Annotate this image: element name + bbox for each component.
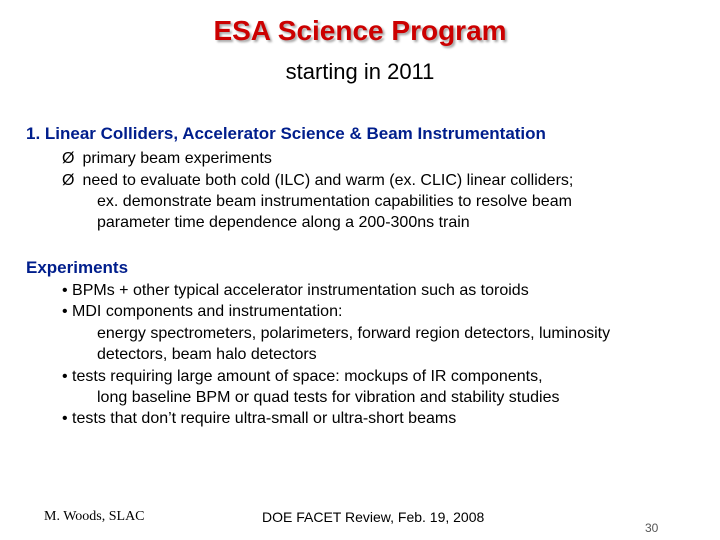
footer-author: M. Woods, SLAC <box>44 509 145 524</box>
section1-item <box>62 171 573 191</box>
section1-item-text: need to evaluate both cold (ILC) and warm (ex. CLIC) linear colliders; <box>82 172 574 189</box>
experiments-line: detectors, beam halo detectors <box>97 346 317 363</box>
experiments-line: • tests requiring large amount of space: mockups of IR components, <box>62 368 543 385</box>
slide-title: ESA Science Program <box>213 15 507 46</box>
experiments-line: long baseline BPM or quad tests for vibration and stability studies <box>97 389 560 406</box>
section1-continuation: parameter time dependence along a 200-300ns train <box>97 214 470 231</box>
arrow-bullet-icon: Ø <box>62 150 75 167</box>
section1-item <box>62 149 272 169</box>
experiments-line: • BPMs + other typical accelerator instrumentation such as toroids <box>62 282 529 299</box>
page-number: 30 <box>645 521 659 535</box>
arrow-bullet-icon: Ø <box>62 172 75 189</box>
footer-event: DOE FACET Review, Feb. 19, 2008 <box>262 509 485 525</box>
section1-continuation: ex. demonstrate beam instrumentation capabilities to resolve beam <box>97 193 572 210</box>
section1-item-text: primary beam experiments <box>82 150 272 167</box>
experiments-heading: Experiments <box>26 258 129 277</box>
experiments-line: • MDI components and instrumentation: <box>62 303 343 320</box>
section1-heading: 1. Linear Colliders, Accelerator Science & Beam Instrumentation <box>26 124 546 143</box>
slide-subtitle: starting in 2011 <box>285 59 435 84</box>
experiments-line: • tests that don’t require ultra-small or ultra-short beams <box>62 410 457 427</box>
experiments-line: energy spectrometers, polarimeters, forward region detectors, luminosity <box>97 325 611 342</box>
